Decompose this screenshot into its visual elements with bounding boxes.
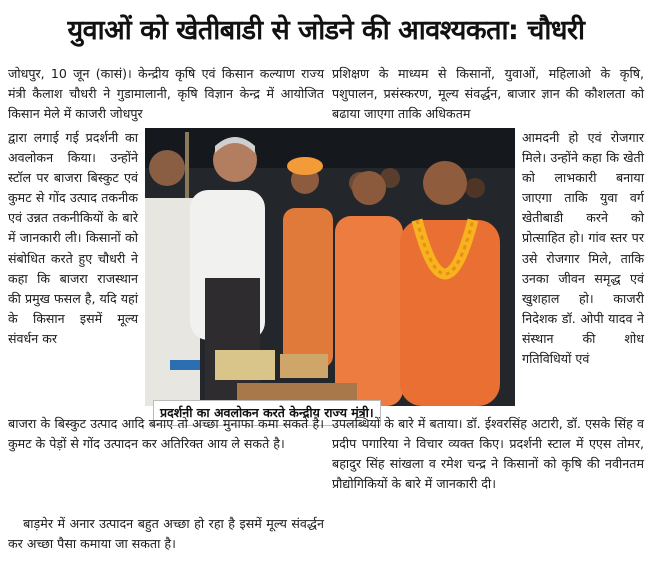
article-col1-below: बाजरा के बिस्कुट उत्पाद आदि बनाए तो अच्छा मुनाफा कमा सकते है। कुमट के पेड़ों से गोंद उत्पादन कर अतिरिक्त आय ले सकते है। [8,416,324,452]
article-col1-top: जोधपुर, 10 जून (कासं)। केन्द्रीय कृषि एवं किसान कल्याण राज्य मंत्री कैलाश चौधरी ने गुडामालानी, कृषि विज्ञान केन्द्र में आयोजित किसान मेले में काजरी जोधपुर [8,66,324,122]
article-col2-side: आमदनी हो एवं रोजगार मिले। उन्होंने कहा कि खेती को लाभकारी बनाया जाएगा ताकि युवा वर्ग खेतीबाडी करने को प्रोत्साहित हो। गांव स्तर पर उसे रोजगार मिले, ताकि उनका जीवन समृद्ध एवं खुशहाल हो। काजरी निदेशक डॉ. ओपी यादव ने संस्थान की शोध गतिविधियों एवं [522,130,644,367]
photo-caption: प्रदर्शनी का अवलोकन करते केन्द्रीय राज्य मंत्री। [153,400,381,426]
article-col1-last: बाड़मेर में अनार उत्पादन बहुत अच्छा हो रहा है इसमें मूल्य संवर्द्धन कर अच्छा पैसा कमाया जा सकता है। [8,516,324,552]
headline: युवाओं को खेतीबाडी से जोडने की आवश्यकता: चौधरी [67,14,585,46]
article-col2-below: उपलब्धियों के बारे में बताया। डॉ. ईश्वरसिंह अटारी, डॉ. एसके सिंह व प्रदीप पगारिया ने विचार व्यक्त किए। प्रदर्शनी स्टाल में एएस तोमर, बहादुर सिंह सांखला व रमेश चन्द्र ने किसानों को कृषि की नवीनतम प्रौद्योगिकियों के बारे में जानकारी दी। [332,416,644,492]
article-col1-side: द्वारा लगाई गई प्रदर्शनी का अवलोकन किया। उन्होंने स्टॉल पर बाजरा बिस्कुट एवं कुमट से गोंद उत्पाद तकनीक एवं उन्नत तकनीकियों के बारे में जानकारी ली। किसानों को संबोधित करते हुए चौधरी ने कहा कि बाजरा राजस्थान की प्रमुख फसल है, यदि यहां के किसान इसमें मूल्य संवर्धन कर [8,130,138,346]
photo-illustration [145,128,515,406]
article-col2-top: प्रशिक्षण के माध्यम से किसानों, युवाओं, महिलाओ के कृषि, पशुपालन, प्रसंस्करण, मूल्य संवर्द्धन, बाजार ज्ञान की कौशलता को बढाया जाएगा ताकि अधिकतम [332,66,644,122]
news-photo [145,128,515,420]
